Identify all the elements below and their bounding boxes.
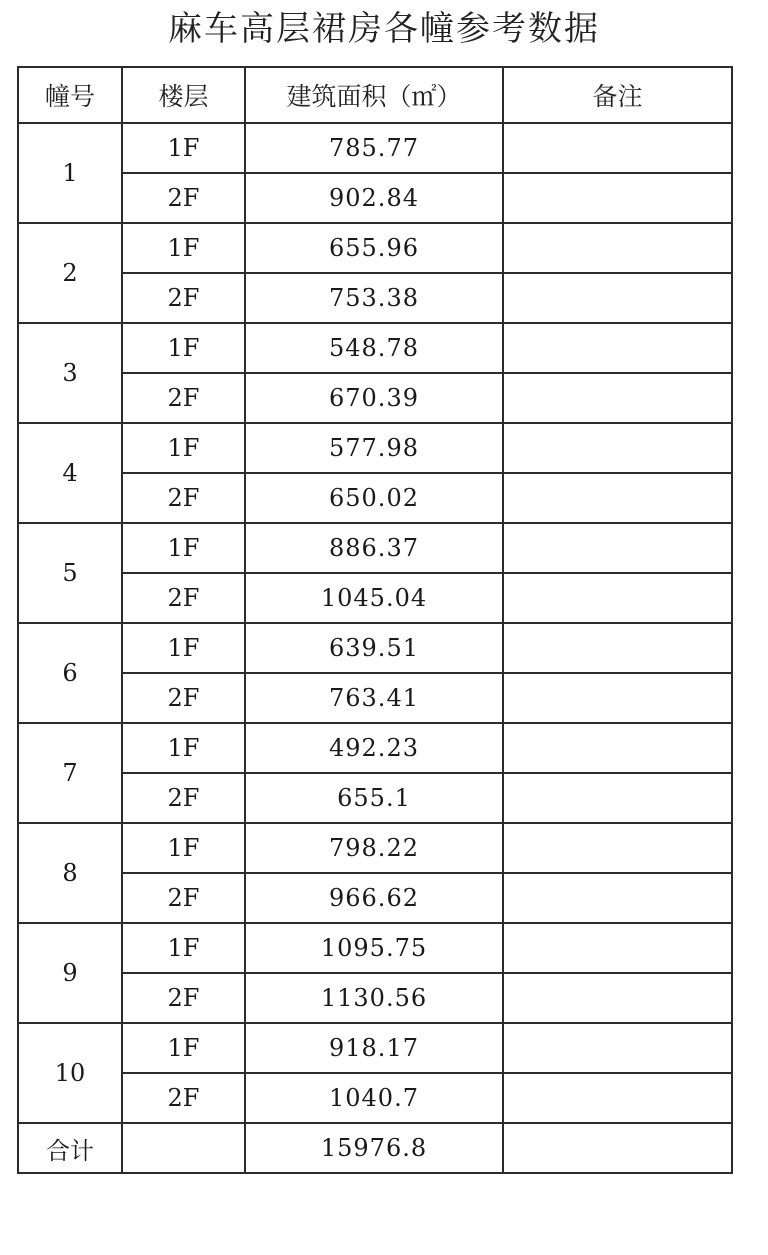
note-cell — [503, 323, 732, 373]
area-cell: 1095.75 — [245, 923, 503, 973]
building-number-cell: 3 — [18, 323, 122, 423]
table-row — [18, 723, 732, 773]
note-cell — [503, 523, 732, 573]
table-row — [18, 823, 732, 873]
floor-cell: 2F — [122, 873, 245, 923]
floor-cell: 2F — [122, 373, 245, 423]
floor-cell: 1F — [122, 623, 245, 673]
table-row — [18, 273, 732, 323]
header-floor: 楼层 — [122, 67, 245, 123]
note-cell — [503, 123, 732, 173]
note-cell — [503, 573, 732, 623]
floor-cell: 1F — [122, 123, 245, 173]
table-row — [18, 523, 732, 573]
area-cell: 650.02 — [245, 473, 503, 523]
floor-cell: 2F — [122, 473, 245, 523]
note-cell — [503, 973, 732, 1023]
building-area-table — [17, 66, 733, 1174]
area-cell: 1045.04 — [245, 573, 503, 623]
area-cell: 577.98 — [245, 423, 503, 473]
building-number-cell: 9 — [18, 923, 122, 1023]
note-cell — [503, 1023, 732, 1073]
floor-cell: 1F — [122, 323, 245, 373]
area-cell: 639.51 — [245, 623, 503, 673]
table-row — [18, 173, 732, 223]
header-area: 建筑面积（㎡） — [245, 67, 503, 123]
floor-cell: 1F — [122, 1023, 245, 1073]
table-row — [18, 573, 732, 623]
area-cell: 655.96 — [245, 223, 503, 273]
table-row — [18, 223, 732, 273]
building-number-cell: 6 — [18, 623, 122, 723]
note-cell — [503, 273, 732, 323]
note-cell — [503, 1073, 732, 1123]
note-cell — [503, 773, 732, 823]
area-cell: 655.1 — [245, 773, 503, 823]
area-cell: 966.62 — [245, 873, 503, 923]
floor-cell: 2F — [122, 773, 245, 823]
area-cell: 886.37 — [245, 523, 503, 573]
floor-cell: 1F — [122, 723, 245, 773]
document-title: 麻车高层裙房各幢参考数据 — [168, 9, 600, 49]
note-cell — [503, 923, 732, 973]
total-area: 15976.8 — [245, 1123, 503, 1173]
area-cell: 763.41 — [245, 673, 503, 723]
table-row — [18, 923, 732, 973]
table-row — [18, 673, 732, 723]
table-row — [18, 423, 732, 473]
note-cell — [503, 173, 732, 223]
table-row — [18, 873, 732, 923]
note-cell — [503, 373, 732, 423]
floor-cell: 2F — [122, 673, 245, 723]
table-row — [18, 973, 732, 1023]
building-number-cell: 7 — [18, 723, 122, 823]
table-row — [18, 473, 732, 523]
area-cell: 785.77 — [245, 123, 503, 173]
area-cell: 492.23 — [245, 723, 503, 773]
table-body — [18, 123, 732, 1173]
header-building-no: 幢号 — [18, 67, 122, 123]
floor-cell: 2F — [122, 973, 245, 1023]
note-cell — [503, 673, 732, 723]
floor-cell: 1F — [122, 423, 245, 473]
floor-cell: 2F — [122, 1073, 245, 1123]
table-row — [18, 123, 732, 173]
floor-cell: 2F — [122, 273, 245, 323]
building-number-cell: 10 — [18, 1023, 122, 1123]
table-row — [18, 1073, 732, 1123]
note-cell — [503, 423, 732, 473]
table-row — [18, 373, 732, 423]
table-row — [18, 773, 732, 823]
area-cell: 902.84 — [245, 173, 503, 223]
building-number-cell: 2 — [18, 223, 122, 323]
note-cell — [503, 823, 732, 873]
floor-cell: 2F — [122, 173, 245, 223]
area-cell: 670.39 — [245, 373, 503, 423]
note-cell — [503, 623, 732, 673]
area-cell: 798.22 — [245, 823, 503, 873]
table-row — [18, 323, 732, 373]
area-cell: 1040.7 — [245, 1073, 503, 1123]
total-label: 合计 — [18, 1123, 122, 1173]
floor-cell: 1F — [122, 223, 245, 273]
table-row — [18, 623, 732, 673]
building-number-cell: 4 — [18, 423, 122, 523]
table-row — [18, 1023, 732, 1073]
total-floor — [122, 1123, 245, 1173]
floor-cell: 1F — [122, 823, 245, 873]
note-cell — [503, 873, 732, 923]
area-cell: 548.78 — [245, 323, 503, 373]
note-cell — [503, 723, 732, 773]
note-cell — [503, 473, 732, 523]
building-number-cell: 1 — [18, 123, 122, 223]
building-number-cell: 8 — [18, 823, 122, 923]
floor-cell: 1F — [122, 923, 245, 973]
total-note — [503, 1123, 732, 1173]
floor-cell: 2F — [122, 573, 245, 623]
note-cell — [503, 223, 732, 273]
floor-cell: 1F — [122, 523, 245, 573]
table-header-row — [18, 67, 732, 123]
area-cell: 918.17 — [245, 1023, 503, 1073]
area-cell: 753.38 — [245, 273, 503, 323]
building-number-cell: 5 — [18, 523, 122, 623]
header-note: 备注 — [503, 67, 732, 123]
total-row — [18, 1123, 732, 1173]
area-cell: 1130.56 — [245, 973, 503, 1023]
